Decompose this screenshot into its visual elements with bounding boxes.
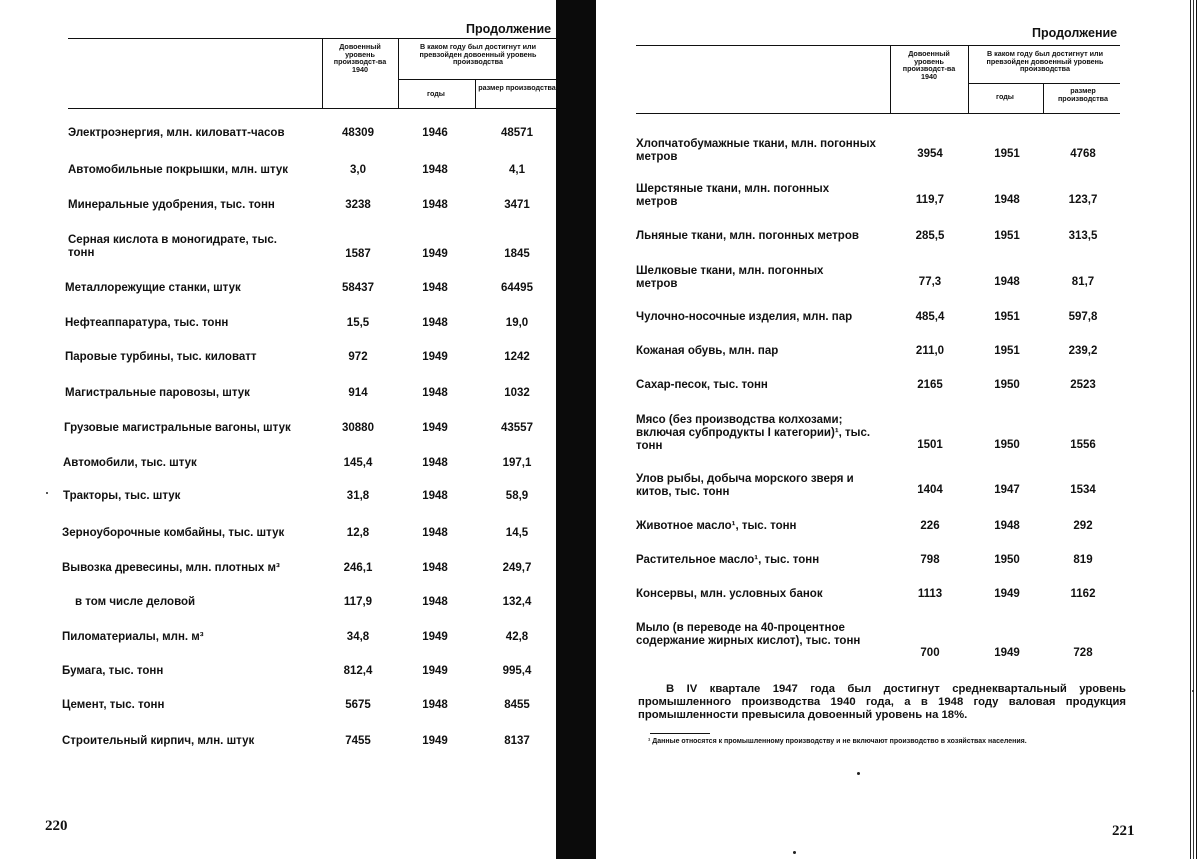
prewar-value: 485,4	[915, 311, 945, 323]
prewar-value: 119,7	[915, 194, 945, 206]
year-value: 1948	[422, 282, 448, 294]
year-value: 1949	[994, 588, 1020, 600]
row-label: Строительный кирпич, млн. штук	[62, 735, 255, 747]
prewar-value: 30880	[342, 422, 374, 434]
row-label: Пиломатериалы, млн. м³	[62, 631, 204, 643]
prewar-value: 246,1	[343, 562, 373, 574]
size-value: 3471	[504, 199, 530, 211]
header-production-size: размер производства	[1057, 86, 1109, 103]
year-value: 1951	[994, 148, 1020, 160]
size-value: 249,7	[502, 562, 532, 574]
row-label: Нефтеаппаратура, тыс. тонн	[65, 317, 229, 329]
prewar-value: 812,4	[343, 665, 373, 677]
prewar-value: 2165	[917, 379, 943, 391]
size-value: 239,2	[1068, 345, 1098, 357]
prewar-value: 58437	[342, 282, 374, 294]
prewar-value: 798	[920, 554, 940, 566]
size-value: 1242	[504, 351, 530, 363]
size-value: 728	[1073, 647, 1093, 659]
row-label: в том числе деловой	[75, 596, 196, 608]
row-label: Мясо (без производства колхозами; включая субпродукты I категории)¹, тыс. тонн	[636, 414, 871, 453]
prewar-value: 972	[348, 351, 368, 363]
footnote: ¹ Данные относятся к промышленному производству и не включают производство в хозяйствах населения.	[648, 738, 1027, 745]
size-value: 43557	[501, 422, 533, 434]
size-value: 2523	[1070, 379, 1096, 391]
header-production-size: размер производства	[478, 83, 556, 92]
row-label: Кожаная обувь, млн. пар	[636, 345, 779, 357]
row-label: Консервы, млн. условных банок	[636, 588, 823, 600]
header-years: годы	[996, 92, 1014, 101]
table-header-top-rule	[636, 45, 1120, 46]
page-number: 221	[1112, 823, 1135, 839]
summary-paragraph: В IV квартале 1947 года был достигнут среднеквартальный уровень промышленного производства 1940 года, а в 1948 году валовая продукция промышленности превысила довоенный уровень на 18%.	[638, 683, 1126, 721]
table-header-top-rule	[68, 38, 558, 39]
table-header-bottom-rule	[636, 113, 1120, 114]
year-value: 1946	[422, 127, 448, 139]
prewar-value: 145,4	[343, 457, 373, 469]
row-label: Льняные ткани, млн. погонных метров	[636, 230, 859, 242]
year-value: 1948	[422, 699, 448, 711]
prewar-value: 15,5	[346, 317, 370, 329]
row-label: Автомобильные покрышки, млн. штук	[68, 164, 289, 176]
table-header-divider	[1043, 83, 1044, 113]
size-value: 58,9	[505, 490, 529, 502]
size-value: 995,4	[502, 665, 532, 677]
year-value: 1948	[994, 194, 1020, 206]
prewar-value: 3238	[345, 199, 371, 211]
prewar-value: 77,3	[918, 276, 942, 288]
size-value: 197,1	[502, 457, 532, 469]
header-year-reached: В каком году был достигнут или превзойден довоенный уровень производства	[986, 49, 1104, 74]
prewar-value: 285,5	[915, 230, 945, 242]
row-label: Электроэнергия, млн. киловатт-часов	[68, 127, 285, 139]
header-prewar-level: Довоенный уровень производст-ва 1940	[333, 42, 387, 74]
row-label: Автомобили, тыс. штук	[63, 457, 197, 469]
row-label: Животное масло¹, тыс. тонн	[636, 520, 797, 532]
prewar-value: 5675	[345, 699, 371, 711]
size-value: 1032	[504, 387, 530, 399]
year-value: 1951	[994, 345, 1020, 357]
year-value: 1947	[994, 484, 1020, 496]
table-header-divider	[475, 79, 476, 108]
size-value: 4,1	[509, 164, 525, 176]
size-value: 19,0	[505, 317, 529, 329]
year-value: 1948	[422, 527, 448, 539]
scan-speck	[46, 492, 48, 494]
scan-speck	[793, 851, 796, 854]
table-header-sub-rule	[398, 79, 558, 80]
size-value: 4768	[1070, 148, 1096, 160]
table-header-divider	[398, 38, 399, 108]
year-value: 1948	[422, 164, 448, 176]
year-value: 1949	[422, 422, 448, 434]
row-label: Зерноуборочные комбайны, тыс. штук	[62, 527, 285, 539]
year-value: 1948	[422, 199, 448, 211]
row-label: Вывозка древесины, млн. плотных м³	[62, 562, 280, 574]
prewar-value: 3,0	[350, 164, 366, 176]
header-year-reached: В каком году был достигнут или превзойден довоенный уровень производства	[419, 42, 537, 67]
row-label: Минеральные удобрения, тыс. тонн	[68, 199, 275, 211]
size-value: 292	[1073, 520, 1093, 532]
prewar-value: 3954	[917, 148, 943, 160]
row-label: Растительное масло¹, тыс. тонн	[636, 554, 820, 566]
prewar-value: 1501	[917, 439, 943, 451]
size-value: 1534	[1070, 484, 1096, 496]
prewar-value: 12,8	[346, 527, 370, 539]
row-label: Мыло (в переводе на 40-процентное содержание жирных кислот), тыс. тонн	[636, 622, 861, 648]
row-label: Шелковые ткани, млн. погонных метров	[636, 265, 824, 291]
size-value: 42,8	[505, 631, 529, 643]
row-label: Магистральные паровозы, штук	[65, 387, 250, 399]
table-header-divider	[322, 38, 323, 108]
size-value: 819	[1073, 554, 1093, 566]
size-value: 597,8	[1068, 311, 1098, 323]
table-header-sub-rule	[968, 83, 1120, 84]
row-label: Металлорежущие станки, штук	[65, 282, 241, 294]
size-value: 1556	[1070, 439, 1096, 451]
table-header-bottom-rule	[68, 108, 558, 109]
year-value: 1948	[422, 562, 448, 574]
prewar-value: 117,9	[343, 596, 373, 608]
table-header-divider	[890, 45, 891, 113]
year-value: 1949	[422, 735, 448, 747]
year-value: 1951	[994, 311, 1020, 323]
prewar-value: 1587	[345, 248, 371, 260]
prewar-value: 48309	[342, 127, 374, 139]
book-gutter	[556, 0, 602, 859]
year-value: 1948	[994, 520, 1020, 532]
prewar-value: 914	[348, 387, 368, 399]
page-number: 220	[45, 818, 68, 834]
size-value: 1162	[1070, 588, 1096, 600]
prewar-value: 211,0	[915, 345, 945, 357]
year-value: 1949	[422, 631, 448, 643]
year-value: 1948	[422, 596, 448, 608]
prewar-value: 226	[920, 520, 940, 532]
book-edge	[1186, 0, 1200, 859]
year-value: 1951	[994, 230, 1020, 242]
size-value: 8137	[504, 735, 530, 747]
size-value: 81,7	[1071, 276, 1095, 288]
right-page	[600, 0, 1200, 859]
year-value: 1948	[994, 276, 1020, 288]
row-label: Серная кислота в моногидрате, тыс. тонн	[68, 234, 277, 260]
year-value: 1950	[994, 554, 1020, 566]
row-label: Бумага, тыс. тонн	[62, 665, 164, 677]
prewar-value: 1404	[917, 484, 943, 496]
footnote-rule	[650, 733, 710, 734]
row-label: Хлопчатобумажные ткани, млн. погонных метров	[636, 138, 876, 164]
prewar-value: 34,8	[346, 631, 370, 643]
year-value: 1949	[994, 647, 1020, 659]
size-value: 313,5	[1068, 230, 1098, 242]
row-label: Паровые турбины, тыс. киловатт	[65, 351, 257, 363]
scan-speck	[857, 772, 860, 775]
year-value: 1948	[422, 387, 448, 399]
year-value: 1949	[422, 665, 448, 677]
year-value: 1949	[422, 351, 448, 363]
row-label: Грузовые магистральные вагоны, штук	[64, 422, 291, 434]
size-value: 48571	[501, 127, 533, 139]
prewar-value: 31,8	[346, 490, 370, 502]
prewar-value: 700	[920, 647, 940, 659]
size-value: 123,7	[1068, 194, 1098, 206]
header-years: годы	[427, 89, 445, 98]
row-label: Чулочно-носочные изделия, млн. пар	[636, 311, 853, 323]
year-value: 1950	[994, 439, 1020, 451]
row-label: Цемент, тыс. тонн	[62, 699, 165, 711]
size-value: 132,4	[502, 596, 532, 608]
continuation-label: Продолжение	[466, 22, 552, 36]
size-value: 64495	[501, 282, 533, 294]
row-label: Шерстяные ткани, млн. погонных метров	[636, 183, 830, 209]
row-label: Тракторы, тыс. штук	[63, 490, 181, 502]
prewar-value: 1113	[917, 588, 943, 600]
size-value: 14,5	[505, 527, 529, 539]
year-value: 1948	[422, 457, 448, 469]
continuation-label: Продолжение	[1032, 26, 1118, 40]
row-label: Улов рыбы, добыча морского зверя и китов, тыс. тонн	[636, 473, 854, 499]
year-value: 1948	[422, 317, 448, 329]
size-value: 1845	[504, 248, 530, 260]
header-prewar-level: Довоенный уровень производст-ва 1940	[902, 49, 956, 81]
year-value: 1948	[422, 490, 448, 502]
table-header-divider	[968, 45, 969, 113]
size-value: 8455	[504, 699, 530, 711]
year-value: 1950	[994, 379, 1020, 391]
year-value: 1949	[422, 248, 448, 260]
prewar-value: 7455	[345, 735, 371, 747]
scan-speck	[1192, 690, 1194, 692]
left-page	[0, 0, 560, 859]
row-label: Сахар-песок, тыс. тонн	[636, 379, 768, 391]
